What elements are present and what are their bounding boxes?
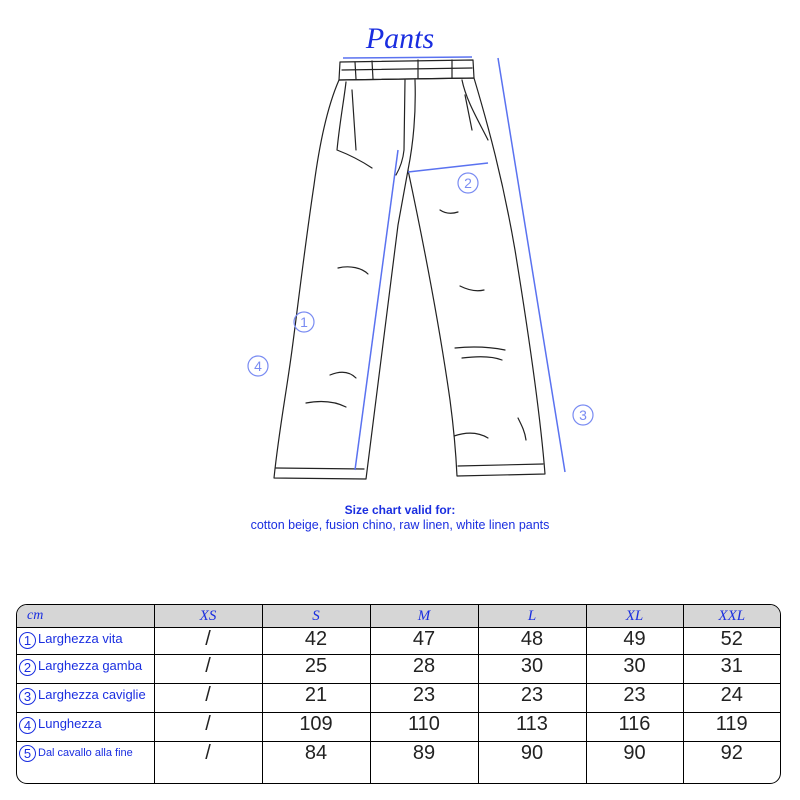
table-cell: 113 [478, 713, 586, 742]
measure-line-leg [408, 163, 488, 172]
row-label-text: Dal cavallo alla fine [38, 747, 133, 759]
size-header: L [478, 605, 586, 628]
row-label [17, 713, 154, 742]
table-cell: 23 [370, 684, 478, 713]
unit-label: cm [17, 605, 154, 628]
table-cell: / [154, 713, 262, 742]
validity-heading: Size chart valid for: [344, 503, 456, 517]
size-header: XXL [683, 605, 780, 628]
table-cell: 42 [262, 628, 370, 655]
row-label-text: Larghezza vita [38, 631, 123, 646]
row-label [17, 742, 154, 784]
row-label-text: Larghezza caviglie [38, 687, 146, 702]
validity-products: cotton beige, fusion chino, raw linen, white linen pants [250, 518, 550, 532]
measure-line-length [498, 58, 565, 472]
row-label-text: Larghezza gamba [38, 658, 143, 673]
table-cell: 48 [478, 628, 586, 655]
table-cell: 84 [262, 742, 370, 784]
row-label-text: Lunghezza [38, 716, 102, 731]
row-number: 3 [19, 688, 36, 705]
table-cell: 89 [370, 742, 478, 784]
table-row [17, 713, 780, 742]
table-cell: 31 [683, 655, 780, 684]
table-cell: 24 [683, 684, 780, 713]
table-cell: / [154, 628, 262, 655]
table-cell: / [154, 742, 262, 784]
measure-line-inseam [355, 150, 398, 470]
measure-line-waist [343, 57, 472, 58]
marker-1-label: 1 [300, 314, 308, 330]
table-row [17, 628, 780, 655]
table-cell: 21 [262, 684, 370, 713]
size-header: M [370, 605, 478, 628]
table-cell: / [154, 655, 262, 684]
table-cell: / [154, 684, 262, 713]
row-number: 5 [19, 745, 36, 762]
row-label [17, 628, 154, 655]
table-cell: 30 [586, 655, 683, 684]
table-cell: 92 [683, 742, 780, 784]
table-cell: 25 [262, 655, 370, 684]
table-cell: 30 [478, 655, 586, 684]
page-title: Pants [365, 22, 435, 55]
table-cell: 116 [586, 713, 683, 742]
table-cell: 52 [683, 628, 780, 655]
table-cell: 119 [683, 713, 780, 742]
table-row [17, 655, 780, 684]
table-cell: 49 [586, 628, 683, 655]
row-label [17, 684, 154, 713]
size-header: S [262, 605, 370, 628]
size-header-row [17, 605, 780, 628]
size-header: XL [586, 605, 683, 628]
table-cell: 23 [478, 684, 586, 713]
marker-3-label: 3 [579, 407, 587, 423]
table-row [17, 684, 780, 713]
row-number: 2 [19, 659, 36, 676]
row-label [17, 655, 154, 684]
table-cell: 109 [262, 713, 370, 742]
marker-4-label: 4 [254, 358, 262, 374]
pants-outline [274, 60, 545, 479]
table-cell: 90 [478, 742, 586, 784]
measure-lines [343, 57, 565, 472]
table-cell: 110 [370, 713, 478, 742]
row-number: 1 [19, 632, 36, 649]
table-row [17, 742, 780, 784]
table-cell: 23 [586, 684, 683, 713]
table-cell: 47 [370, 628, 478, 655]
table-cell: 90 [586, 742, 683, 784]
marker-2-label: 2 [464, 175, 472, 191]
size-table [16, 604, 781, 784]
table-cell: 28 [370, 655, 478, 684]
size-header: XS [154, 605, 262, 628]
row-number: 4 [19, 717, 36, 734]
